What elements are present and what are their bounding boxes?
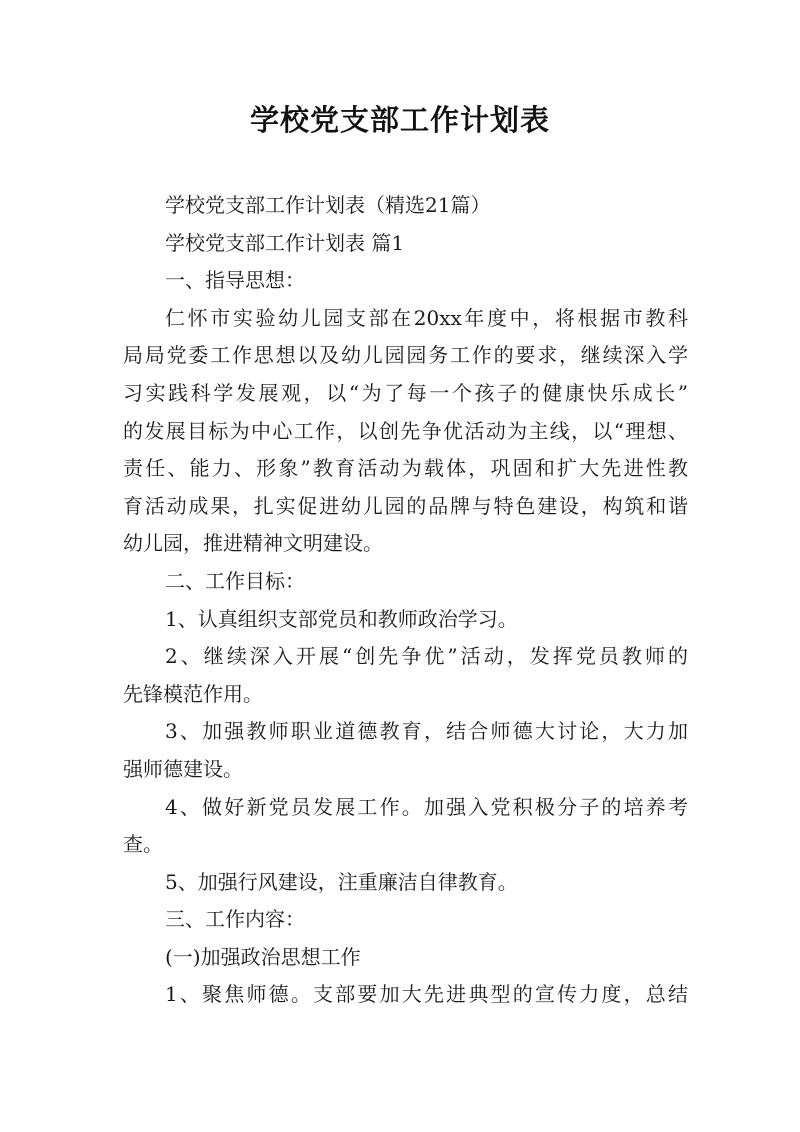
heading-guiding-ideology: 一、指导思想： — [165, 268, 305, 293]
paragraph-line: 幼儿园，推进精神文明建设。 — [123, 531, 383, 556]
paragraph-line: 责任、能力、形象”教育活动为载体，巩固和扩大先进性教 — [123, 456, 688, 481]
subheading-line: (一)加强政治思想工作 — [165, 944, 361, 969]
list-item-line: 5、加强行风建设，注重廉洁自律教育。 — [165, 869, 518, 894]
list-item-line: 2、继续深入开展“创先争优”活动，发挥党员教师的 — [165, 644, 688, 669]
list-item-line: 3、加强教师职业道德教育，结合师德大讨论，大力加 — [165, 719, 688, 744]
list-item-line: 1、认真组织支部党员和教师政治学习。 — [165, 606, 518, 631]
list-item-line: 查。 — [123, 832, 163, 857]
document-title: 学校党支部工作计划表 — [249, 103, 550, 137]
section-heading-line: 学校党支部工作计划表 篇1 — [165, 230, 405, 255]
paragraph-line: 仁怀市实验幼儿园支部在20xx年度中，将根据市教科 — [165, 305, 688, 330]
paragraph-line: 育活动成果，扎实促进幼儿园的品牌与特色建设，构筑和谐 — [123, 493, 688, 518]
heading-work-content: 三、工作内容： — [165, 907, 305, 932]
list-item-line: 1、聚焦师德。支部要加大先进典型的宣传力度，总结 — [165, 982, 688, 1007]
heading-work-goals: 二、工作目标： — [165, 568, 305, 593]
list-item-line: 强师德建设。 — [123, 756, 243, 781]
document-body — [123, 187, 688, 1014]
list-item-line: 4、做好新党员发展工作。加强入党积极分子的培养考 — [165, 794, 688, 819]
paragraph-line: 习实践科学发展观，以“为了每一个孩子的健康快乐成长” — [123, 380, 688, 405]
paragraph-line: 局局党委工作思想以及幼儿园园务工作的要求，继续深入学 — [123, 343, 688, 368]
subtitle-line: 学校党支部工作计划表（精选21篇） — [165, 193, 491, 217]
paragraph-line: 的发展目标为中心工作，以创先争优活动为主线，以“理想、 — [123, 418, 688, 443]
list-item-line: 先锋模范作用。 — [123, 681, 263, 706]
